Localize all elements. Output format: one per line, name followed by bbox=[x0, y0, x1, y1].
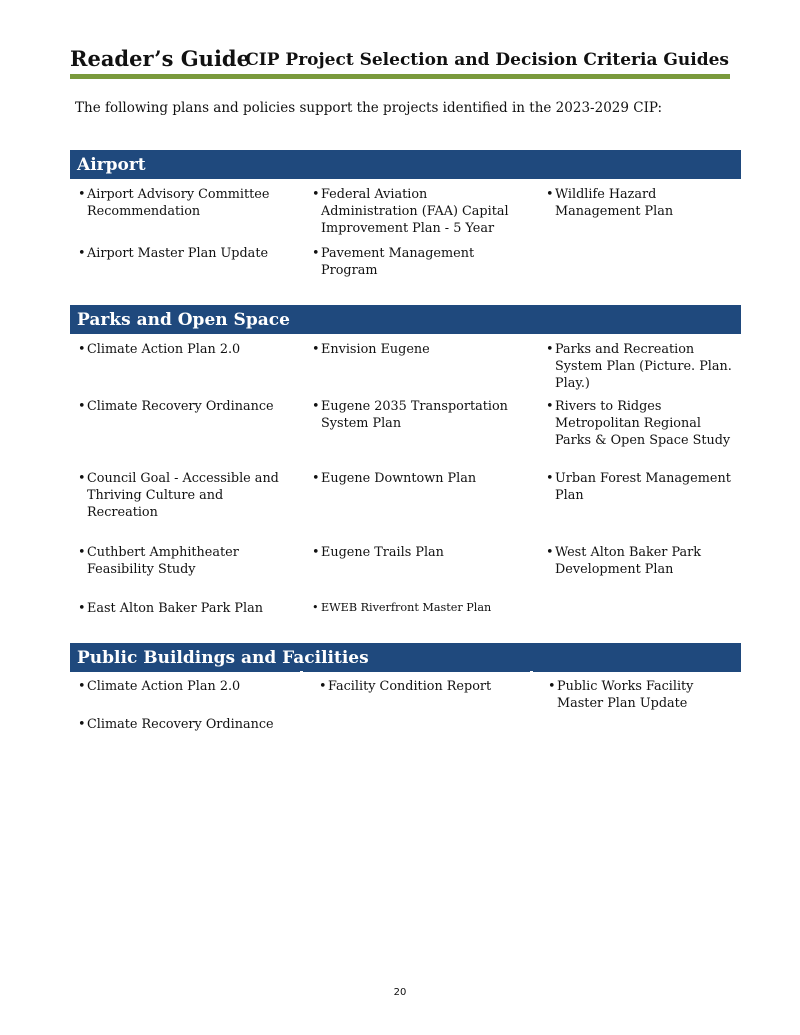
bullet-icon: • bbox=[312, 545, 320, 560]
list-item-text: Airport Advisory Committee Recommendation bbox=[87, 187, 270, 219]
section-bar-parks bbox=[70, 305, 741, 334]
list-item bbox=[78, 186, 283, 220]
bullet-icon: • bbox=[78, 399, 86, 414]
list-item bbox=[78, 341, 283, 358]
bullet-icon: • bbox=[78, 679, 86, 694]
list-item-text: Climate Recovery Ordinance bbox=[87, 399, 274, 414]
list-item bbox=[312, 245, 487, 279]
list-item-text: Envision Eugene bbox=[321, 342, 430, 357]
list-item bbox=[548, 678, 743, 712]
list-item bbox=[312, 398, 512, 432]
list-item bbox=[312, 186, 512, 237]
list-item bbox=[546, 341, 741, 392]
list-item-text: East Alton Baker Park Plan bbox=[87, 601, 263, 616]
bullet-icon: • bbox=[312, 342, 320, 357]
bullet-icon: • bbox=[312, 246, 320, 261]
intro-text: The following plans and policies support the projects identified in the 2023-2029 CIP: bbox=[75, 100, 663, 116]
list-item bbox=[546, 544, 741, 578]
list-item bbox=[312, 470, 512, 487]
list-item bbox=[312, 544, 512, 561]
bullet-icon: • bbox=[78, 342, 86, 357]
bullet-icon: • bbox=[312, 399, 320, 414]
bullet-icon: • bbox=[312, 471, 320, 486]
section-bar-airport bbox=[70, 150, 741, 179]
list-item bbox=[78, 600, 298, 617]
list-item-text: Urban Forest Management Plan bbox=[555, 471, 731, 503]
list-item-text: West Alton Baker Park Development Plan bbox=[555, 545, 702, 577]
list-item bbox=[312, 341, 512, 358]
section-title: Airport bbox=[77, 155, 146, 175]
section-bar-public-buildings bbox=[70, 643, 741, 672]
list-item-text: Climate Action Plan 2.0 bbox=[87, 679, 241, 694]
list-item-text: Eugene 2035 Transportation System Plan bbox=[321, 399, 508, 431]
list-item-text: Facility Condition Report bbox=[328, 679, 492, 694]
list-item bbox=[319, 678, 519, 695]
list-item-text: Council Goal - Accessible and Thriving Culture and Recreation bbox=[87, 471, 279, 520]
bullet-icon: • bbox=[546, 342, 554, 357]
bullet-icon: • bbox=[546, 471, 554, 486]
list-item-text: Airport Master Plan Update bbox=[87, 246, 269, 261]
bar-tick bbox=[530, 671, 533, 673]
list-item-text: Cuthbert Amphitheater Feasibility Study bbox=[87, 545, 239, 577]
section-title: Public Buildings and Facilities bbox=[77, 648, 369, 668]
list-item bbox=[312, 599, 532, 616]
list-item-text: Climate Recovery Ordinance bbox=[87, 717, 274, 732]
bullet-icon: • bbox=[78, 601, 86, 616]
list-item bbox=[78, 544, 283, 578]
list-item bbox=[546, 470, 741, 504]
bullet-icon: • bbox=[548, 679, 556, 694]
list-item-text: Wildlife Hazard Management Plan bbox=[555, 187, 674, 219]
bullet-icon: • bbox=[546, 399, 554, 414]
list-item bbox=[546, 398, 741, 449]
list-item bbox=[78, 245, 283, 262]
section-guide-title: CIP Project Selection and Decision Criteria Guides bbox=[245, 50, 729, 70]
bullet-icon: • bbox=[546, 187, 554, 202]
list-item-text: Federal Aviation Administration (FAA) Capital Improvement Plan - 5 Year bbox=[321, 187, 509, 236]
list-item bbox=[546, 186, 741, 220]
list-item bbox=[78, 678, 283, 695]
bar-tick bbox=[300, 671, 303, 673]
list-item-text: Rivers to Ridges Metropolitan Regional Parks & Open Space Study bbox=[555, 399, 731, 448]
bullet-icon: • bbox=[78, 471, 86, 486]
list-item bbox=[78, 398, 283, 415]
list-item-text: Public Works Facility Master Plan Update bbox=[557, 679, 694, 711]
bullet-icon: • bbox=[78, 246, 86, 261]
bullet-icon: • bbox=[312, 187, 320, 202]
list-item-text: Pavement Management Program bbox=[321, 246, 475, 278]
list-item-text: Eugene Downtown Plan bbox=[321, 471, 477, 486]
header-rule bbox=[70, 74, 730, 79]
list-item-text: Climate Action Plan 2.0 bbox=[87, 342, 241, 357]
bullet-icon: • bbox=[546, 545, 554, 560]
bullet-icon: • bbox=[312, 601, 319, 614]
list-item-text: Eugene Trails Plan bbox=[321, 545, 444, 560]
bullet-icon: • bbox=[319, 679, 327, 694]
bullet-icon: • bbox=[78, 187, 86, 202]
page-number: 20 bbox=[393, 987, 407, 998]
section-title: Parks and Open Space bbox=[77, 310, 290, 330]
bullet-icon: • bbox=[78, 545, 86, 560]
readers-guide-title: Reader’s Guide bbox=[70, 46, 250, 71]
list-item-text: Parks and Recreation System Plan (Picture. Plan. Play.) bbox=[555, 342, 732, 391]
list-item bbox=[78, 716, 283, 733]
list-item-text: EWEB Riverfront Master Plan bbox=[321, 601, 492, 614]
bullet-icon: • bbox=[78, 717, 86, 732]
list-item bbox=[78, 470, 283, 521]
